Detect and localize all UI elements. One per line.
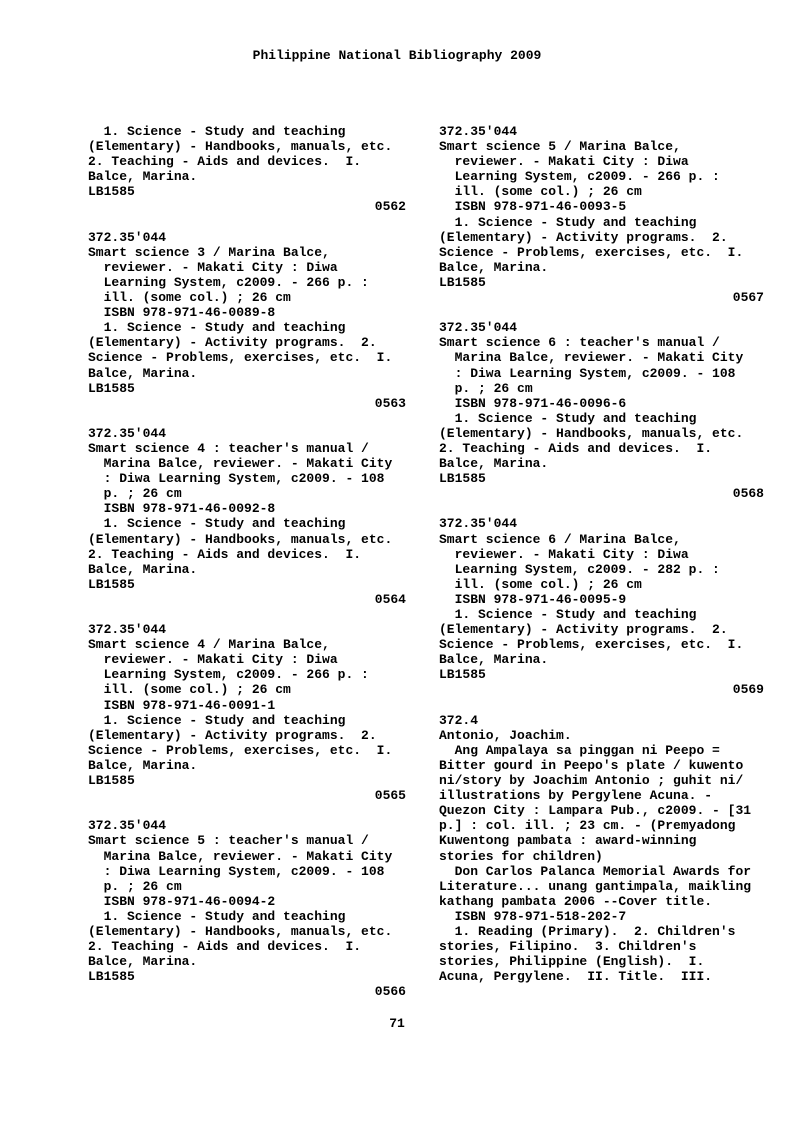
- text-line: ill. (some col.) ; 26 cm: [88, 682, 291, 698]
- text-line: Smart science 5 : teacher's manual /: [88, 833, 369, 849]
- text-line: Acuna, Pergylene. II. Title. III.: [439, 969, 713, 985]
- text-line: Balce, Marina.: [439, 652, 549, 668]
- text-line: 1. Science - Study and teaching: [439, 607, 697, 622]
- text-line: p.] : col. ill. ; 23 cm. - (Premyadong: [439, 818, 736, 834]
- text-line: (Elementary) - Handbooks, manuals, etc.: [88, 531, 393, 547]
- text-line: LB1585: [439, 667, 486, 683]
- text-line: (Elementary) - Handbooks, manuals, etc.: [88, 923, 393, 939]
- text-line: 2. Teaching - Aids and devices. I.: [439, 440, 713, 456]
- text-line: Balce, Marina.: [88, 561, 198, 577]
- text-line: Antonio, Joachim.: [439, 727, 572, 743]
- entry-number: 0567: [732, 290, 764, 306]
- entry-number: 0563: [374, 395, 406, 411]
- text-line: 372.35'044: [439, 516, 518, 532]
- text-line: Marina Balce, reviewer. - Makati City: [439, 350, 744, 366]
- text-line: reviewer. - Makati City : Diwa: [439, 546, 689, 562]
- text-line: Learning System, c2009. - 266 p. :: [88, 667, 369, 683]
- text-line: LB1585: [439, 274, 486, 290]
- text-line: 1. Science - Study and teaching: [88, 908, 346, 924]
- text-line: 1. Science - Study and teaching: [439, 214, 697, 230]
- blank-line: [439, 501, 764, 516]
- text-line: reviewer. - Makati City : Diwa: [439, 154, 689, 170]
- text-line: Learning System, c2009. - 266 p. :: [439, 169, 720, 185]
- text-line: 2. Teaching - Aids and devices. I.: [88, 939, 362, 955]
- text-line: reviewer. - Makati City : Diwa: [88, 259, 338, 275]
- text-line: Balce, Marina.: [88, 954, 198, 970]
- text-line: Marina Balce, reviewer. - Makati City: [88, 848, 393, 864]
- page-header: Philippine National Bibliography 2009: [252, 48, 542, 63]
- text-line: 372.35'044: [439, 124, 518, 139]
- text-line: 372.35'044: [88, 425, 167, 441]
- blank-line: [88, 803, 406, 818]
- text-line: Balce, Marina.: [88, 169, 198, 185]
- text-line: ISBN 978-971-518-202-7: [439, 908, 627, 924]
- text-line: 372.35'044: [88, 229, 167, 245]
- text-line: 1. Science - Study and teaching: [439, 410, 697, 426]
- text-line: stories, Philippine (English). I.: [439, 954, 705, 970]
- blank-line: [88, 215, 406, 230]
- text-line: : Diwa Learning System, c2009. - 108: [88, 471, 385, 487]
- text-line: Balce, Marina.: [439, 259, 549, 275]
- entry-number: 0568: [732, 486, 764, 502]
- text-line: ISBN 978-971-46-0092-8: [88, 501, 276, 517]
- text-line: ISBN 978-971-46-0094-2: [88, 893, 276, 909]
- text-line: ISBN 978-971-46-0089-8: [88, 305, 276, 321]
- text-line: Science - Problems, exercises, etc. I.: [88, 742, 393, 758]
- text-line: Science - Problems, exercises, etc. I.: [439, 244, 744, 260]
- text-line: Don Carlos Palanca Memorial Awards for: [439, 863, 752, 879]
- text-line: LB1585: [439, 471, 486, 487]
- text-line: Quezon City : Lampara Pub., c2009. - [31: [439, 803, 752, 819]
- blank-line: [439, 698, 764, 713]
- text-line: (Elementary) - Activity programs. 2.: [439, 229, 728, 245]
- blank-line: [88, 411, 406, 426]
- text-line: stories for children): [439, 848, 603, 864]
- text-line: Learning System, c2009. - 282 p. :: [439, 561, 720, 577]
- text-line: ISBN 978-971-46-0096-6: [439, 395, 627, 411]
- entry-number: 0566: [374, 984, 406, 1000]
- entry-number: 0562: [374, 199, 406, 215]
- text-line: (Elementary) - Handbooks, manuals, etc.: [88, 139, 393, 155]
- text-line: Science - Problems, exercises, etc. I.: [439, 637, 744, 653]
- entry-number: 0569: [732, 682, 764, 698]
- text-line: Literature... unang gantimpala, maikling: [439, 878, 752, 894]
- text-line: (Elementary) - Activity programs. 2.: [88, 727, 377, 743]
- text-line: Science - Problems, exercises, etc. I.: [88, 350, 393, 366]
- text-line: 372.35'044: [88, 622, 167, 638]
- text-line: Balce, Marina.: [88, 365, 198, 381]
- text-line: Ang Ampalaya sa pinggan ni Peepo =: [439, 742, 720, 758]
- text-line: 2. Teaching - Aids and devices. I.: [88, 546, 362, 562]
- text-line: (Elementary) - Activity programs. 2.: [439, 622, 728, 638]
- text-line: LB1585: [88, 773, 135, 789]
- text-line: illustrations by Pergylene Acuna. -: [439, 788, 713, 804]
- text-line: ill. (some col.) ; 26 cm: [439, 184, 642, 200]
- text-line: Balce, Marina.: [88, 757, 198, 773]
- blank-line: [88, 607, 406, 622]
- text-line: Kuwentong pambata : award-winning: [439, 833, 697, 849]
- text-line: p. ; 26 cm: [439, 380, 533, 396]
- text-line: ISBN 978-971-46-0091-1: [88, 697, 276, 713]
- text-line: Smart science 3 / Marina Balce,: [88, 244, 330, 260]
- text-line: 372.35'044: [88, 818, 167, 834]
- text-line: Bitter gourd in Peepo's plate / kuwento: [439, 757, 744, 773]
- text-line: 1. Science - Study and teaching: [88, 712, 346, 728]
- text-line: 1. Science - Study and teaching: [88, 320, 346, 336]
- text-line: ISBN 978-971-46-0093-5: [439, 199, 627, 215]
- text-line: 372.4: [439, 712, 479, 728]
- text-line: Balce, Marina.: [439, 456, 549, 472]
- entry-number: 0564: [374, 591, 406, 607]
- text-line: Smart science 6 / Marina Balce,: [439, 531, 681, 547]
- text-line: Smart science 5 / Marina Balce,: [439, 139, 681, 155]
- text-line: Smart science 4 / Marina Balce,: [88, 637, 330, 653]
- text-line: LB1585: [88, 380, 135, 396]
- entry-number: 0565: [374, 788, 406, 804]
- text-line: ISBN 978-971-46-0095-9: [439, 591, 627, 607]
- text-line: : Diwa Learning System, c2009. - 108: [88, 863, 385, 879]
- text-line: stories, Filipino. 3. Children's: [439, 939, 697, 955]
- text-line: : Diwa Learning System, c2009. - 108: [439, 365, 736, 381]
- text-line: (Elementary) - Activity programs. 2.: [88, 335, 377, 351]
- blank-line: [439, 305, 764, 320]
- text-line: 2. Teaching - Aids and devices. I.: [88, 154, 362, 170]
- text-line: kathang pambata 2006 --Cover title.: [439, 893, 713, 909]
- text-line: Smart science 6 : teacher's manual /: [439, 335, 720, 351]
- text-line: Marina Balce, reviewer. - Makati City: [88, 456, 393, 472]
- text-line: ill. (some col.) ; 26 cm: [439, 576, 642, 592]
- text-line: 1. Reading (Primary). 2. Children's: [439, 923, 736, 939]
- right-column: [439, 124, 764, 984]
- text-line: 1. Science - Study and teaching: [88, 516, 346, 532]
- text-line: LB1585: [88, 576, 135, 592]
- text-line: p. ; 26 cm: [88, 486, 182, 502]
- text-line: reviewer. - Makati City : Diwa: [88, 652, 338, 668]
- text-line: ni/story by Joachim Antonio ; guhit ni/: [439, 773, 744, 789]
- text-line: 372.35'044: [439, 320, 518, 336]
- text-line: Learning System, c2009. - 266 p. :: [88, 274, 369, 290]
- text-line: 1. Science - Study and teaching: [88, 124, 346, 139]
- text-line: (Elementary) - Handbooks, manuals, etc.: [439, 425, 744, 441]
- text-line: ill. (some col.) ; 26 cm: [88, 290, 291, 306]
- text-line: LB1585: [88, 184, 135, 200]
- text-line: Smart science 4 : teacher's manual /: [88, 440, 369, 456]
- left-column: [88, 124, 406, 999]
- page-number: 71: [389, 1016, 405, 1031]
- text-line: p. ; 26 cm: [88, 878, 182, 894]
- text-line: LB1585: [88, 969, 135, 985]
